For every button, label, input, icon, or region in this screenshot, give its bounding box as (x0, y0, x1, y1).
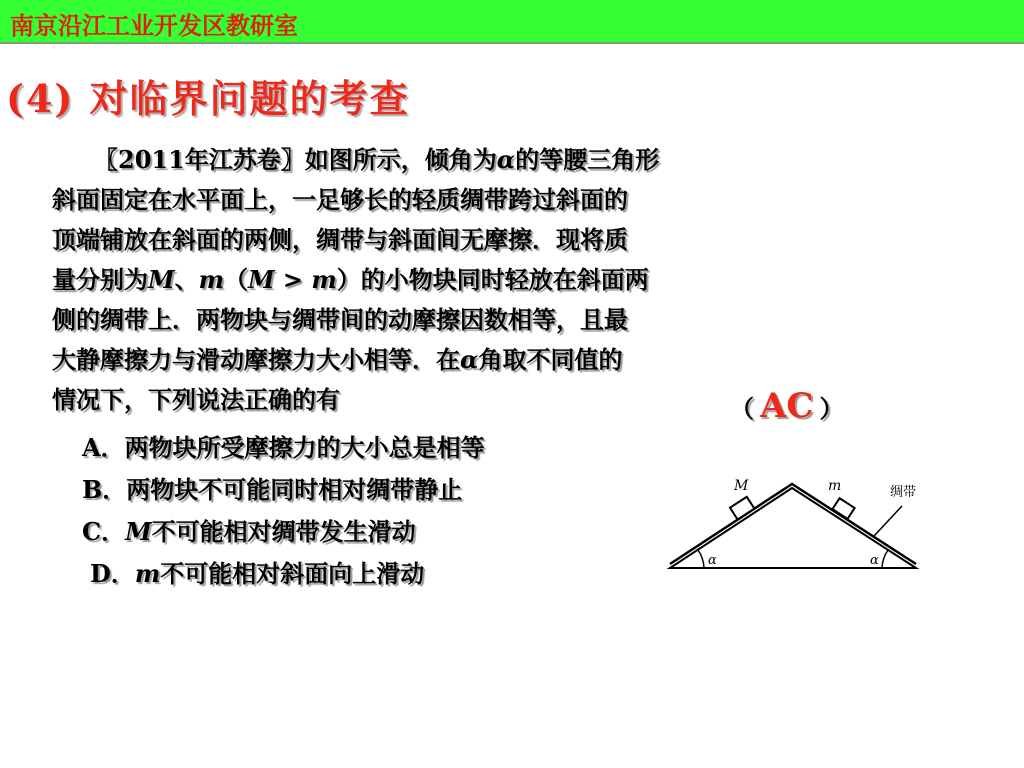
incline-triangle (670, 488, 916, 568)
problem-line-2: 斜面固定在水平面上，一足够长的轻质绸带跨过斜面的 (52, 185, 628, 214)
label-band: 绸带 (890, 485, 917, 500)
option-b: B．两物块不可能同时相对绸带静止 (82, 475, 463, 504)
option-a: A．两物块所受摩擦力的大小总是相等 (82, 433, 485, 462)
problem-text (52, 140, 882, 420)
problem-line-7: 情况下，下列说法正确的有 (52, 385, 340, 414)
header-banner (0, 0, 1024, 44)
banner-title: 南京沿江工业开发区教研室 (10, 12, 298, 40)
problem-line-5: 侧的绸带上．两物块与绸带间的动摩擦因数相等，且最 (52, 305, 628, 334)
section-heading: (4) 对临界问题的考查 (6, 76, 410, 121)
problem-line-4: 量分别为M、m（M > m）的小物块同时轻放在斜面两 (52, 265, 649, 294)
incline-diagram (664, 470, 924, 580)
label-alpha-right: α (870, 553, 879, 568)
problem-line-3: 顶端铺放在斜面的两侧，绸带与斜面间无摩擦．现将质 (52, 225, 628, 254)
problem-line-1: 〖2011年江苏卷〗如图所示，倾角为α的等腰三角形 (94, 145, 660, 174)
label-M: M (734, 478, 749, 494)
band-pointer (874, 506, 902, 536)
option-d: D．m不可能相对斜面向上滑动 (90, 559, 425, 588)
problem-line-6: 大静摩擦力与滑动摩擦力大小相等．在α角取不同值的 (52, 345, 623, 374)
option-c: C．M不可能相对绸带发生滑动 (82, 517, 416, 546)
answer-value: AC (760, 386, 814, 426)
answer-box: （ AC ） (730, 386, 844, 426)
label-alpha-left: α (708, 553, 717, 568)
label-m: m (828, 478, 842, 494)
